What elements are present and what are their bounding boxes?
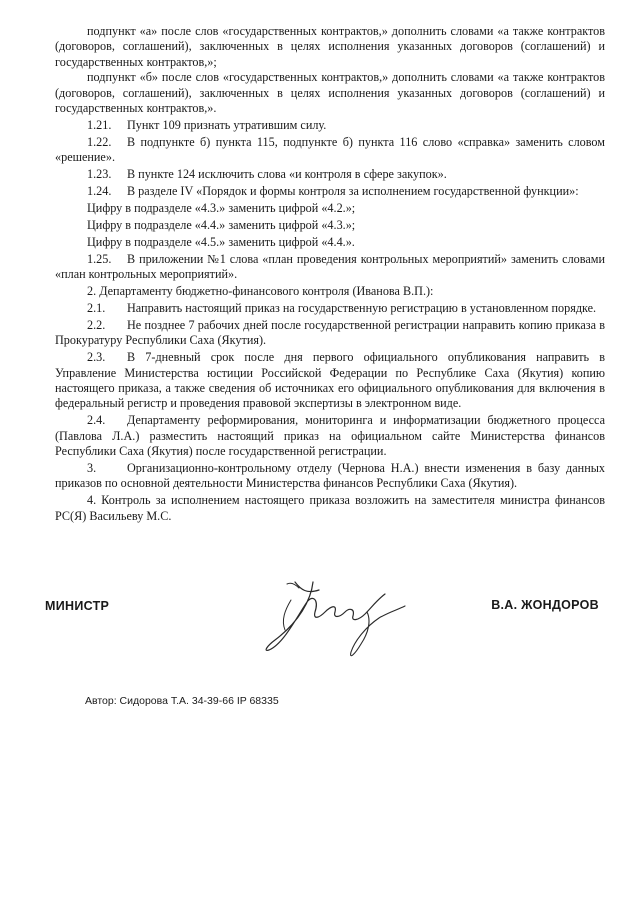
paragraph-text: В приложении №1 слова «план проведения контрольных мероприятий» заменить словами «план контрольных мероприятий». xyxy=(55,251,605,282)
paragraph-text: Пункт 109 признать утратившим силу. xyxy=(127,117,327,132)
paragraph-number: 1.23. xyxy=(87,167,112,182)
p-sub-a xyxy=(55,24,605,70)
paragraph-text: 4. Контроль за исполнением настоящего приказа возложить на заместителя министра финансов РС(Я) Васильеву М.С. xyxy=(55,493,605,523)
paragraph-number: 1.21. xyxy=(87,117,112,132)
paragraph-text: Не позднее 7 рабочих дней после государственной регистрации направить копию приказа в Прокуратуру Республики Саха (Якутия). xyxy=(55,317,605,348)
p-digit-1 xyxy=(55,201,605,216)
p-sub-b xyxy=(55,70,605,116)
p-digit-3 xyxy=(55,235,605,250)
paragraph-number: 2.1. xyxy=(87,300,106,315)
p-2-3 xyxy=(55,350,605,412)
p-1-23 xyxy=(55,167,605,182)
paragraph-number: 1.22. xyxy=(87,134,112,149)
p-2 xyxy=(55,284,605,299)
paragraph-text: 2. Департаменту бюджетно-финансового контроля (Иванова В.П.): xyxy=(87,284,434,298)
p-1-25 xyxy=(55,252,605,283)
p-1-24 xyxy=(55,184,605,199)
paragraph-text: В 7-дневный срок после дня первого официального опубликования направить в Управление Министерства юстиции Российской Федерации по Республике Саха (Якутия) копию настоящего приказа, а также сведения об источниках его официального опубликования для включения в федеральный регистр и проведения правовой экспертизы в электронном виде. xyxy=(55,350,605,411)
paragraph-text: Цифру в подразделе «4.3.» заменить цифрой «4.2.»; xyxy=(87,200,356,215)
handwritten-signature xyxy=(255,560,415,670)
paragraph-text: Организационно-контрольному отделу (Чернова Н.А.) внести изменения в базу данных приказов по основной деятельности Министерства финансов Республики Саха (Якутия). xyxy=(55,460,605,491)
p-1-22 xyxy=(55,135,605,166)
paragraph-text: Направить настоящий приказ на государственную регистрацию в установленном порядке. xyxy=(127,300,597,315)
document-body xyxy=(55,24,605,524)
paragraph-text: подпункт «б» после слов «государственных контрактов,» дополнить словами «а также контрактов (договоров, соглашений), заключенных в целях исполнения указанных договоров (соглашений) и государственных контрактов,». xyxy=(55,70,605,116)
p-4 xyxy=(55,493,605,524)
paragraph-number: 3. xyxy=(87,460,97,475)
paragraph-text: Департаменту реформирования, мониторинга и информатизации бюджетного процесса (Павлова Л.А.) разместить настоящий приказ на официальном сайте Министерства финансов Республики Саха (Якутия) после государственной регистрации. xyxy=(55,413,605,459)
paragraph-number: 2.4. xyxy=(87,413,106,428)
p-digit-2 xyxy=(55,218,605,233)
paragraph-number: 1.25. xyxy=(87,251,112,266)
p-2-4 xyxy=(55,413,605,459)
signatory-position: МИНИСТР xyxy=(45,599,110,613)
paragraph-text: В разделе IV «Порядок и формы контроля за исполнением государственной функции»: xyxy=(127,184,579,199)
author-footer: Автор: Сидорова Т.А. 34-39-66 IP 68335 xyxy=(85,695,279,707)
paragraph-number: 2.3. xyxy=(87,350,106,365)
p-2-2 xyxy=(55,318,605,349)
p-2-1 xyxy=(55,301,605,316)
paragraph-number: 2.2. xyxy=(87,317,106,332)
paragraph-text: В пункте 124 исключить слова «и контроля в сфере закупок». xyxy=(127,167,447,182)
paragraph-number: 1.24. xyxy=(87,184,112,199)
p-1-21 xyxy=(55,118,605,133)
paragraph-text: В подпункте б) пункта 115, подпункте б) пункта 116 слово «справка» заменить словом «решение». xyxy=(55,134,605,165)
signatory-name: В.А. ЖОНДОРОВ xyxy=(491,598,599,612)
paragraph-text: Цифру в подразделе «4.5.» заменить цифрой «4.4.». xyxy=(87,234,355,249)
p-3 xyxy=(55,461,605,492)
paragraph-text: подпункт «а» после слов «государственных контрактов,» дополнить словами «а также контрактов (договоров, соглашений), заключенных в целях исполнения указанных договоров (соглашений) и государственных контрактов,»; xyxy=(55,24,605,69)
paragraph-text: Цифру в подразделе «4.4.» заменить цифрой «4.3.»; xyxy=(87,217,356,232)
